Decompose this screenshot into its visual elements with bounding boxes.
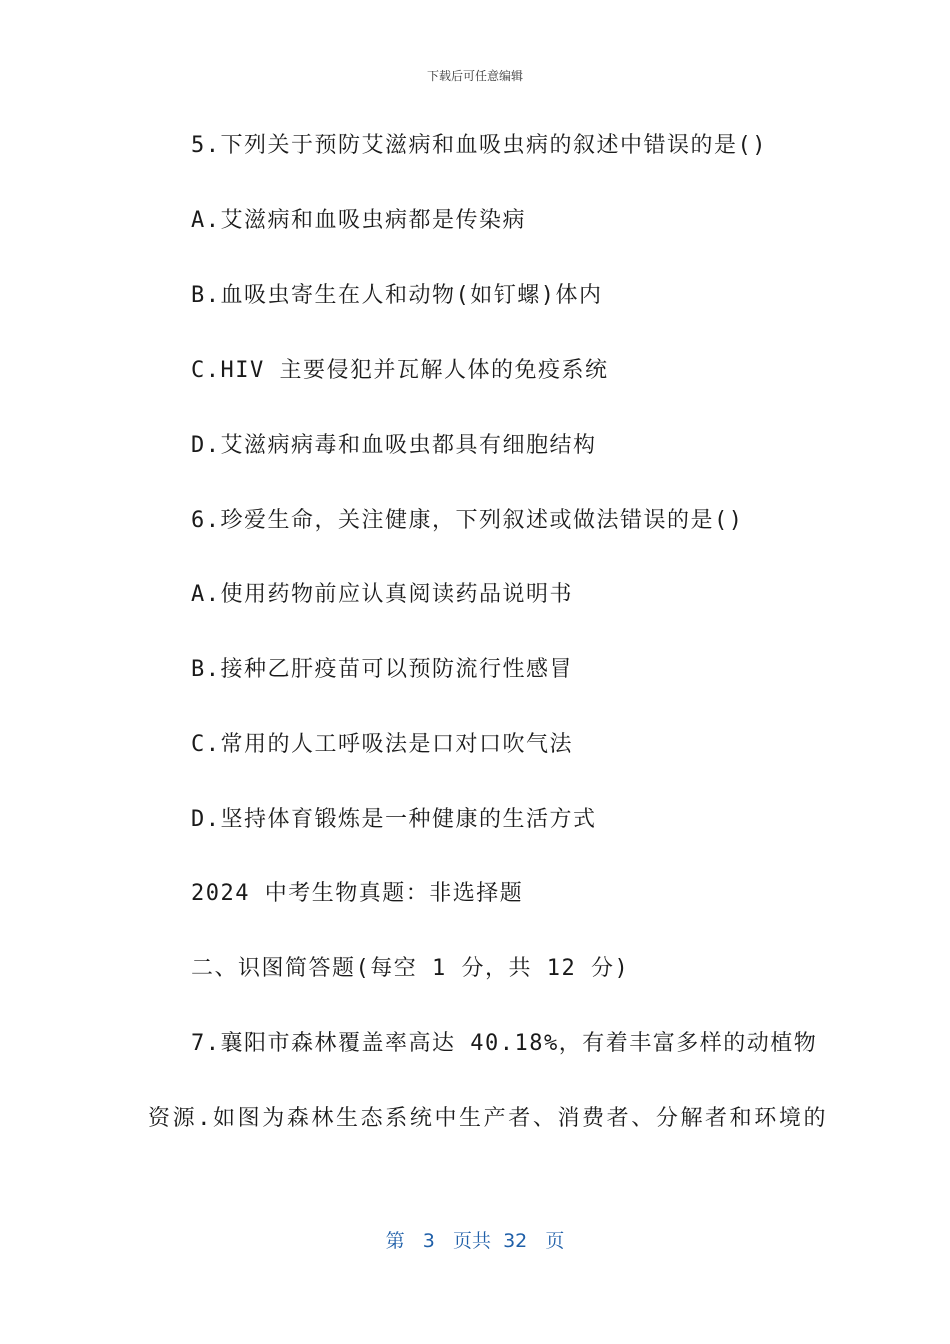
question-5-option-d: D.艾滋病病毒和血吸虫都具有细胞结构 [191,433,597,458]
footer-total-pages: 32 [503,1230,528,1252]
question-7-line-1: 7.襄阳市森林覆盖率高达 40.18%，有着丰富多样的动植物 [191,1031,818,1056]
footer-suffix: 页 [545,1230,565,1252]
part-heading: 二、识图简答题(每空 1 分，共 12 分) [191,956,630,981]
footer-prefix: 第 [385,1230,405,1252]
question-6-option-c: C.常用的人工呼吸法是口对口吹气法 [191,732,573,757]
question-5-stem: 5.下列关于预防艾滋病和血吸虫病的叙述中错误的是() [191,133,767,158]
section-title: 2024 中考生物真题：非选择题 [191,881,524,906]
question-5-option-c: C.HIV 主要侵犯并瓦解人体的免疫系统 [191,358,609,383]
footer-current-page: 3 [422,1230,435,1252]
question-6-stem: 6.珍爱生命，关注健康，下列叙述或做法错误的是() [191,508,744,533]
question-6-option-a: A.使用药物前应认真阅读药品说明书 [191,582,573,607]
footer-middle: 页共 [452,1230,491,1252]
page-header-note: 下载后可任意编辑 [426,69,523,83]
question-5-option-a: A.艾滋病和血吸虫病都是传染病 [191,208,526,233]
question-7-line-2: 资源.如图为森林生态系统中生产者、消费者、分解者和环境的 [148,1106,829,1131]
question-5-option-b: B.血吸虫寄生在人和动物(如钉螺)体内 [191,283,603,308]
question-6-option-b: B.接种乙肝疫苗可以预防流行性感冒 [191,657,573,682]
question-6-option-d: D.坚持体育锻炼是一种健康的生活方式 [191,807,597,832]
page-footer [0,1226,950,1253]
